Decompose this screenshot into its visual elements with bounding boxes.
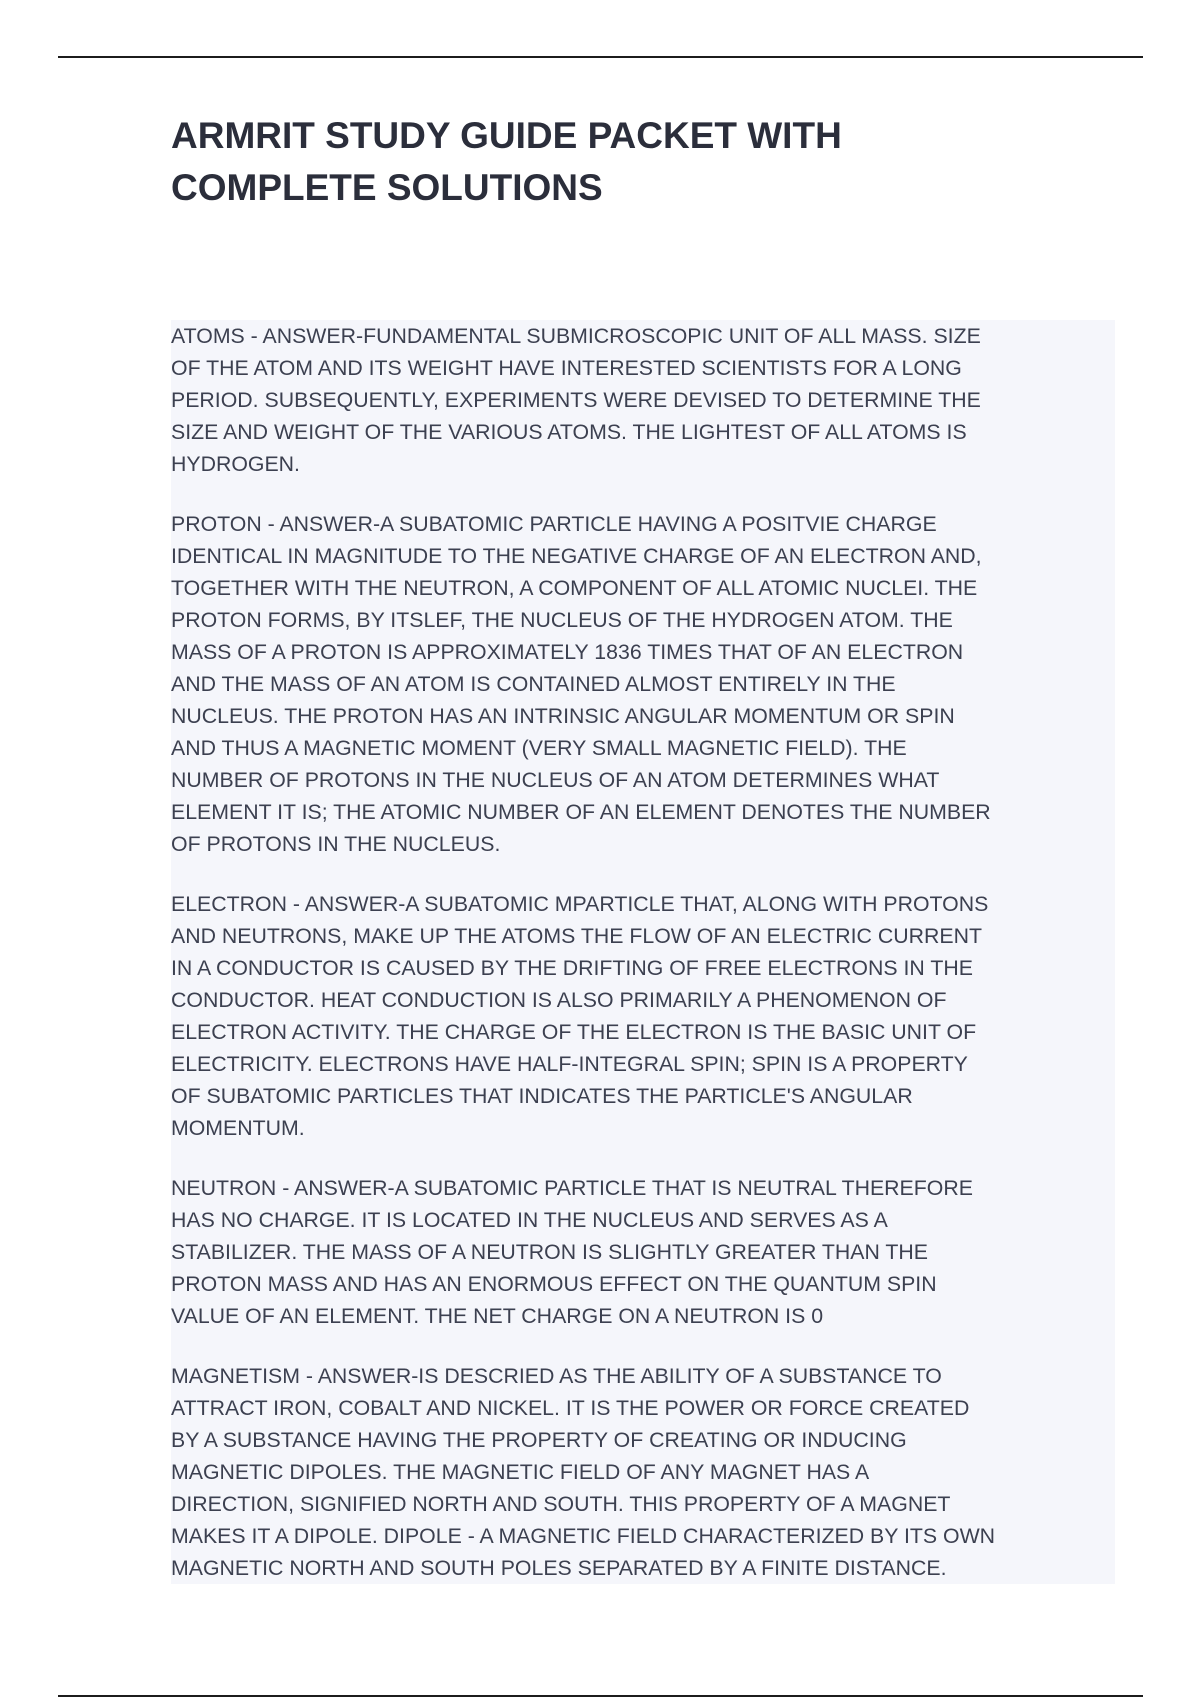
top-rule bbox=[58, 56, 1143, 58]
answer-entry-electron: ELECTRON - ANSWER-A SUBATOMIC MPARTICLE THAT, ALONG WITH PROTONS AND NEUTRONS, MAKE UP THE ATOMS THE FLOW OF AN ELECTRIC CURRENT IN A CONDUCTOR IS CAUSED BY THE DRIFTING OF FREE ELECTRONS IN THE CONDUCTOR. HEAT CONDUCTION IS ALSO PRIMARILY A PHENOMENON OF ELECTRON ACTIVITY. THE CHARGE OF THE ELECTRON IS THE BASIC UNIT OF ELECTRICITY. ELECTRONS HAVE HALF-INTEGRAL SPIN; SPIN IS A PROPERTY OF SUBATOMIC PARTICLES THAT INDICATES THE PARTICLE'S ANGULAR MOMENTUM. bbox=[171, 892, 989, 1140]
answer-entry-neutron: NEUTRON - ANSWER-A SUBATOMIC PARTICLE THAT IS NEUTRAL THEREFORE HAS NO CHARGE. IT IS LOCATED IN THE NUCLEUS AND SERVES AS A STABILIZER. THE MASS OF A NEUTRON IS SLIGHTLY GREATER THAN THE PROTON MASS AND HAS AN ENORMOUS EFFECT ON THE QUANTUM SPIN VALUE OF AN ELEMENT. THE NET CHARGE ON A NEUTRON IS 0 bbox=[171, 1176, 973, 1328]
answer-entry-magnetism: MAGNETISM - ANSWER-IS DESCRIED AS THE ABILITY OF A SUBSTANCE TO ATTRACT IRON, COBALT AND NICKEL. IT IS THE POWER OR FORCE CREATED BY A SUBSTANCE HAVING THE PROPERTY OF CREATING OR INDUCING MAGNETIC DIPOLES. THE MAGNETIC FIELD OF ANY MAGNET HAS A DIRECTION, SIGNIFIED NORTH AND SOUTH. THIS PROPERTY OF A MAGNET MAKES IT A DIPOLE. DIPOLE - A MAGNETIC FIELD CHARACTERIZED BY ITS OWN MAGNETIC NORTH AND SOUTH POLES SEPARATED BY A FINITE DISTANCE. bbox=[171, 1364, 996, 1580]
document-title: ARMRIT STUDY GUIDE PACKET WITH COMPLETE SOLUTIONS bbox=[171, 115, 842, 208]
answer-list bbox=[171, 320, 1115, 1584]
bottom-rule bbox=[58, 1695, 1143, 1697]
answer-entry-atoms: ATOMS - ANSWER-FUNDAMENTAL SUBMICROSCOPIC UNIT OF ALL MASS. SIZE OF THE ATOM AND ITS WEIGHT HAVE INTERESTED SCIENTISTS FOR A LONG PERIOD. SUBSEQUENTLY, EXPERIMENTS WERE DEVISED TO DETERMINE THE SIZE AND WEIGHT OF THE VARIOUS ATOMS. THE LIGHTEST OF ALL ATOMS IS HYDROGEN. bbox=[171, 324, 981, 476]
answer-entry-proton: PROTON - ANSWER-A SUBATOMIC PARTICLE HAVING A POSITVIE CHARGE IDENTICAL IN MAGNITUDE TO THE NEGATIVE CHARGE OF AN ELECTRON AND, TOGETHER WITH THE NEUTRON, A COMPONENT OF ALL ATOMIC NUCLEI. THE PROTON FORMS, BY ITSLEF, THE NUCLEUS OF THE HYDROGEN ATOM. THE MASS OF A PROTON IS APPROXIMATELY 1836 TIMES THAT OF AN ELECTRON AND THE MASS OF AN ATOM IS CONTAINED ALMOST ENTIRELY IN THE NUCLEUS. THE PROTON HAS AN INTRINSIC ANGULAR MOMENTUM OR SPIN AND THUS A MAGNETIC MOMENT (VERY SMALL MAGNETIC FIELD). THE NUMBER OF PROTONS IN THE NUCLEUS OF AN ATOM DETERMINES WHAT ELEMENT IT IS; THE ATOMIC NUMBER OF AN ELEMENT DENOTES THE NUMBER OF PROTONS IN THE NUCLEUS. bbox=[171, 512, 991, 856]
